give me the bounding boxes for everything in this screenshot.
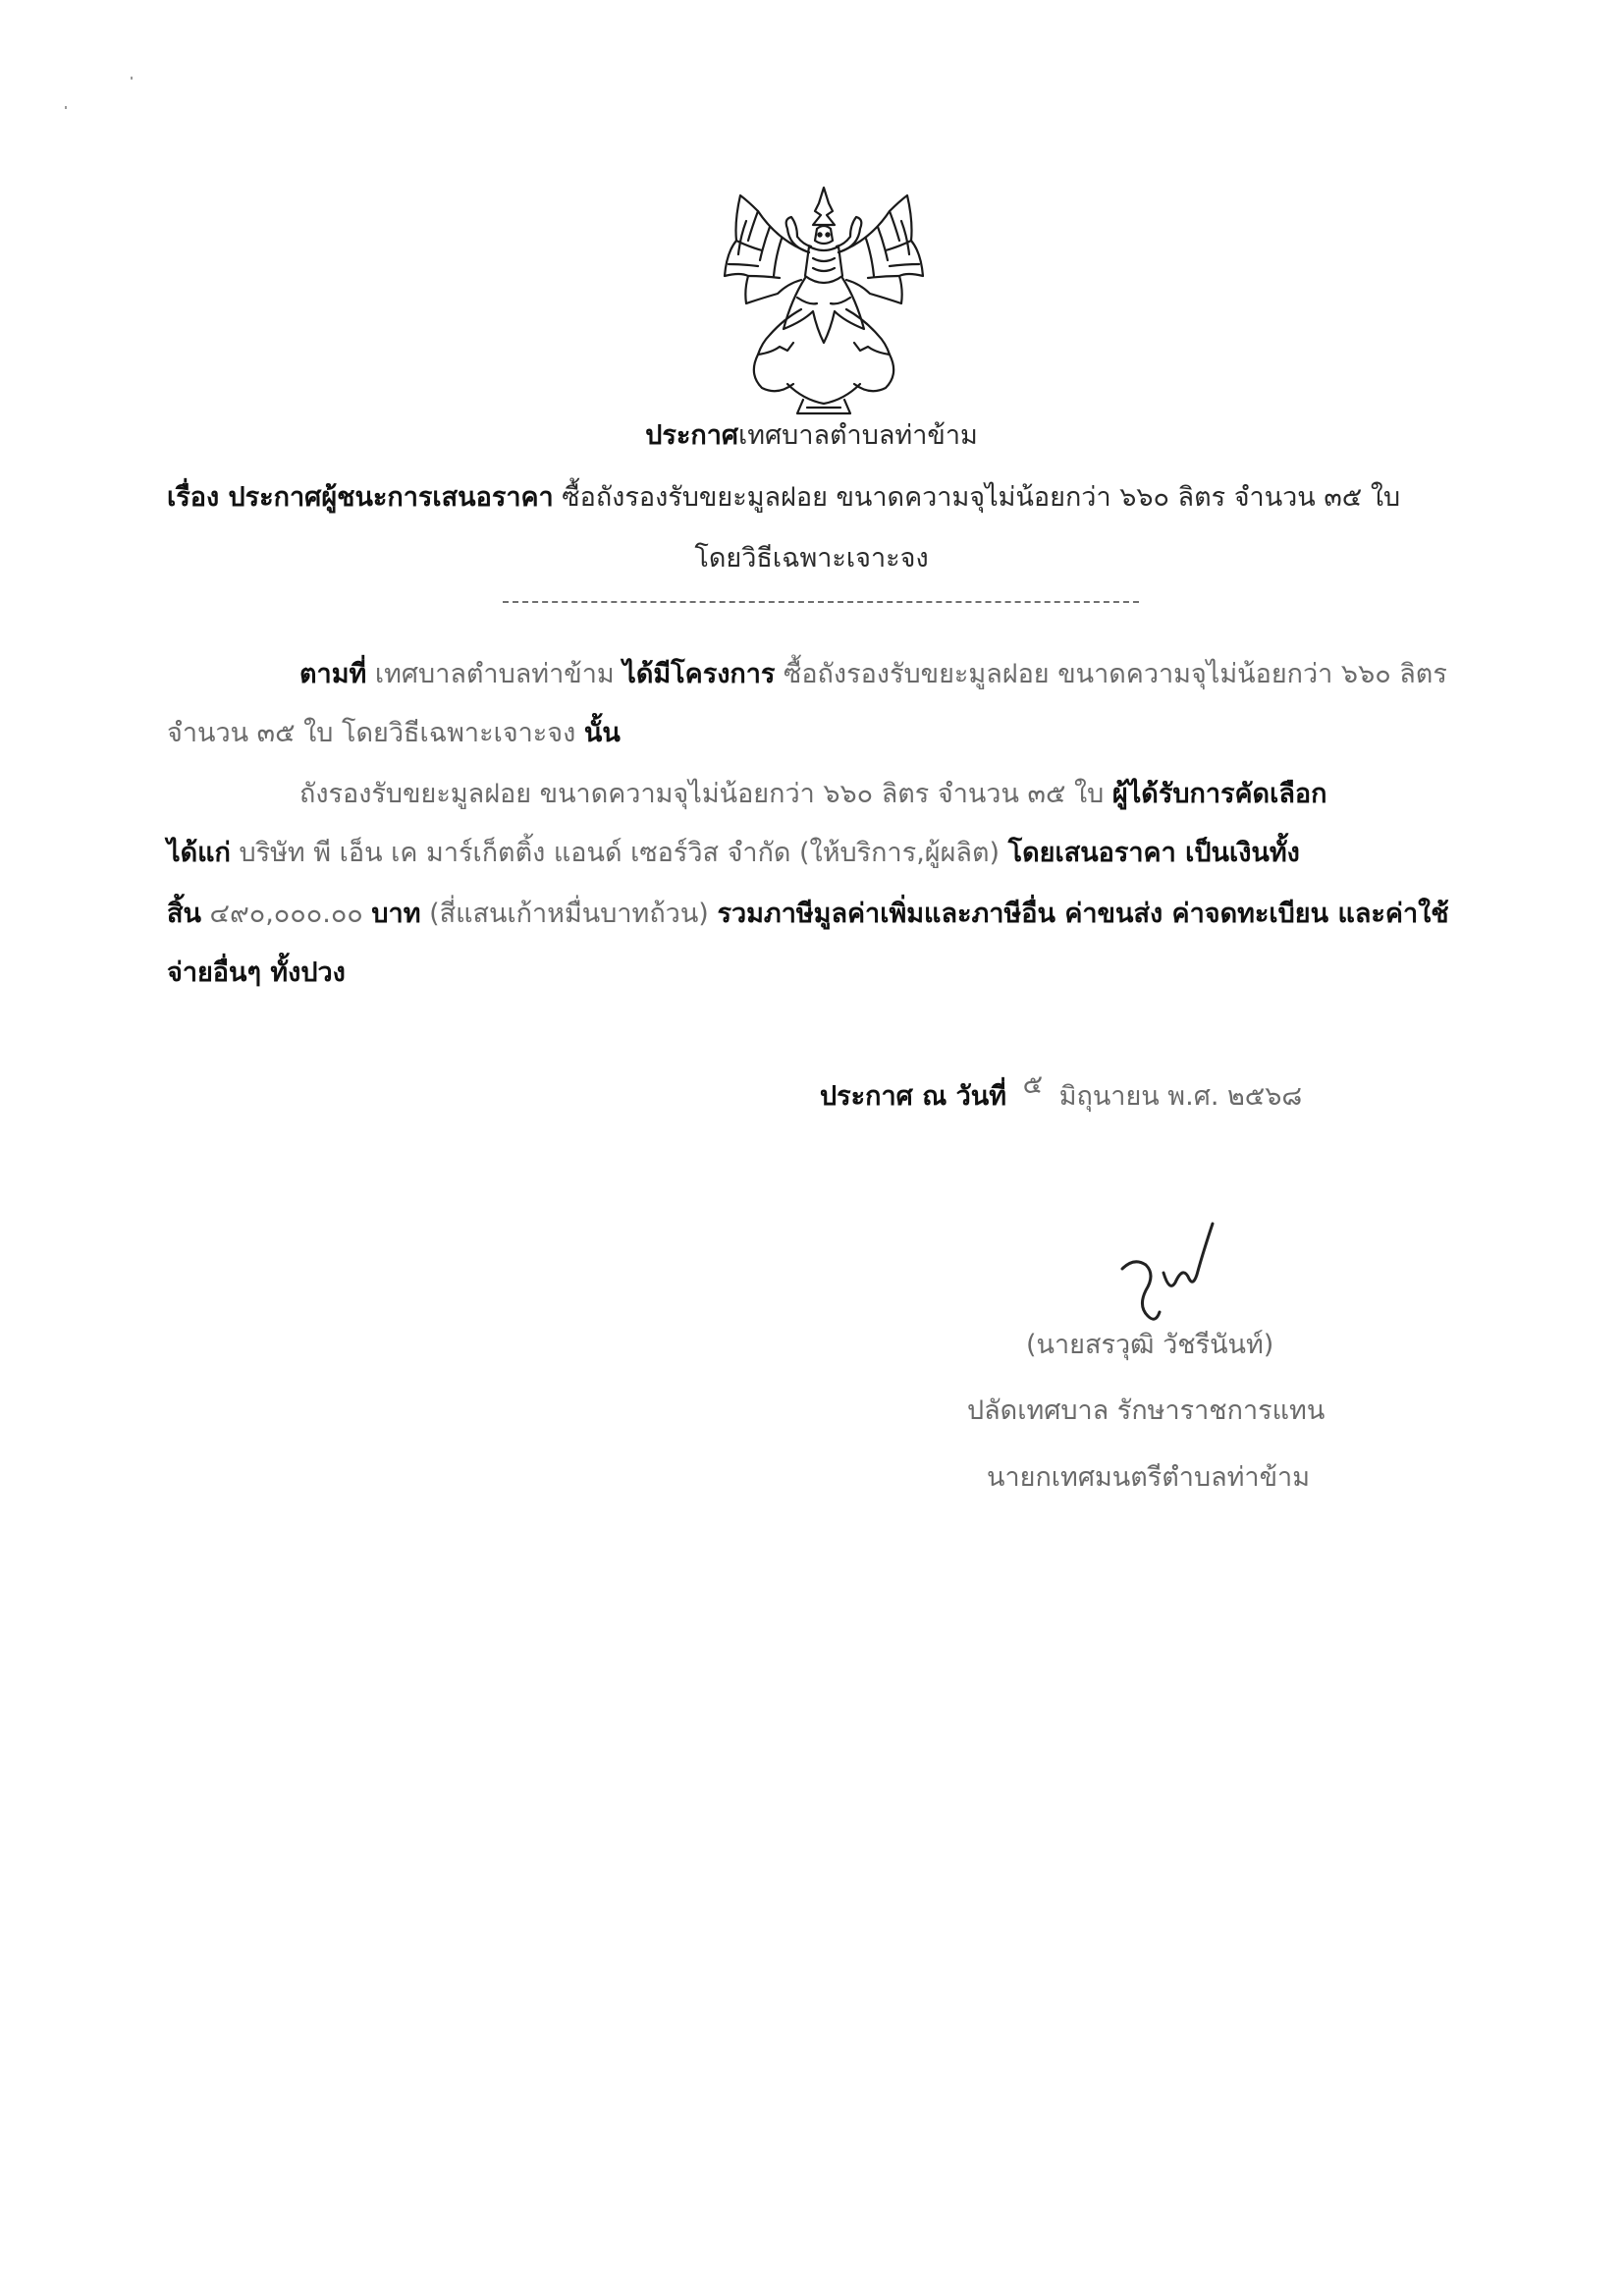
garuda-emblem-icon	[719, 182, 929, 417]
paragraph1-line1	[299, 658, 1447, 691]
subject-label: เรื่อง ประกาศผู้ชนะการเสนอราคา	[167, 482, 554, 513]
tax-note: รวมภาษีมูลค่าเพิ่มและภาษีอื่น ค่าขนส่ง ค่าจดทะเบียน และค่าใช้	[717, 899, 1449, 929]
scan-speck	[131, 77, 133, 80]
announcement-title	[0, 419, 1623, 453]
signatory-position-1: ปลัดเทศบาล รักษาราชการแทน	[967, 1395, 1325, 1426]
winner-label: ได้แก่	[167, 838, 231, 868]
announcement-date	[820, 1069, 1303, 1114]
separator-line	[503, 601, 1139, 603]
handwritten-signature	[1105, 1218, 1232, 1326]
subject-text: ซื้อถังรองรับขยะมูลฝอย ขนาดความจุไม่น้อยกว่า ๖๖๐ ลิตร จำนวน ๓๕ ใบ	[562, 482, 1401, 513]
total-amount: ๔๙๐,๐๐๐.๐๐	[209, 899, 363, 929]
date-label: ประกาศ ณ วันที่	[820, 1081, 1007, 1112]
project-name: ซื้อถังรองรับขยะมูลฝอย ขนาดความจุไม่น้อยกว่า ๖๖๐ ลิตร	[784, 659, 1447, 689]
subject-line	[167, 481, 1400, 515]
subject-line-2: โดยวิธีเฉพาะเจาะจง	[694, 543, 929, 574]
selected-label: ผู้ได้รับการคัดเลือก	[1111, 779, 1327, 809]
offer-label: โดยเสนอราคา เป็นเงินทั้ง	[1007, 838, 1300, 868]
paragraph2-line4	[167, 957, 346, 990]
currency-label: บาท	[371, 899, 421, 929]
signatory-name: (นายสรวุฒิ วัชรีนันท์)	[1026, 1330, 1274, 1360]
title-org: เทศบาลตำบลท่าข้าม	[738, 420, 978, 451]
paragraph1-end: นั้น	[583, 718, 621, 748]
date-month-year: มิถุนายน พ.ศ. ๒๕๖๘	[1058, 1081, 1303, 1112]
total-label: สิ้น	[167, 899, 201, 929]
paragraph2-line1	[299, 778, 1326, 811]
item-desc: ถังรองรับขยะมูลฝอย ขนาดความจุไม่น้อยกว่า ๖๖๐ ลิตร จำนวน ๓๕ ใบ	[299, 779, 1105, 809]
org-name: เทศบาลตำบลท่าข้าม	[374, 659, 615, 689]
project-name-cont: จำนวน ๓๕ ใบ โดยวิธีเฉพาะเจาะจง	[167, 718, 576, 748]
has-project-label: ได้มีโครงการ	[622, 659, 776, 689]
lead-word: ตามที่	[299, 659, 367, 689]
date-day: ๕	[1022, 1069, 1044, 1100]
scan-speck	[65, 106, 67, 109]
paragraph2-line2	[167, 837, 1300, 870]
paragraph1-line2	[167, 717, 621, 750]
title-prefix: ประกาศ	[645, 420, 739, 451]
signatory-position-2: นายกเทศมนตรีตำบลท่าข้าม	[987, 1462, 1310, 1493]
amount-in-words: (สี่แสนเก้าหมื่นบาทถ้วน)	[429, 899, 709, 929]
paragraph2-line3	[167, 898, 1449, 931]
winner-name: บริษัท พี เอ็น เค มาร์เก็ตติ้ง แอนด์ เซอร์วิส จำกัด (ให้บริการ,ผู้ผลิต)	[239, 838, 1001, 868]
tax-note-cont: จ่ายอื่นๆ ทั้งปวง	[167, 957, 346, 988]
